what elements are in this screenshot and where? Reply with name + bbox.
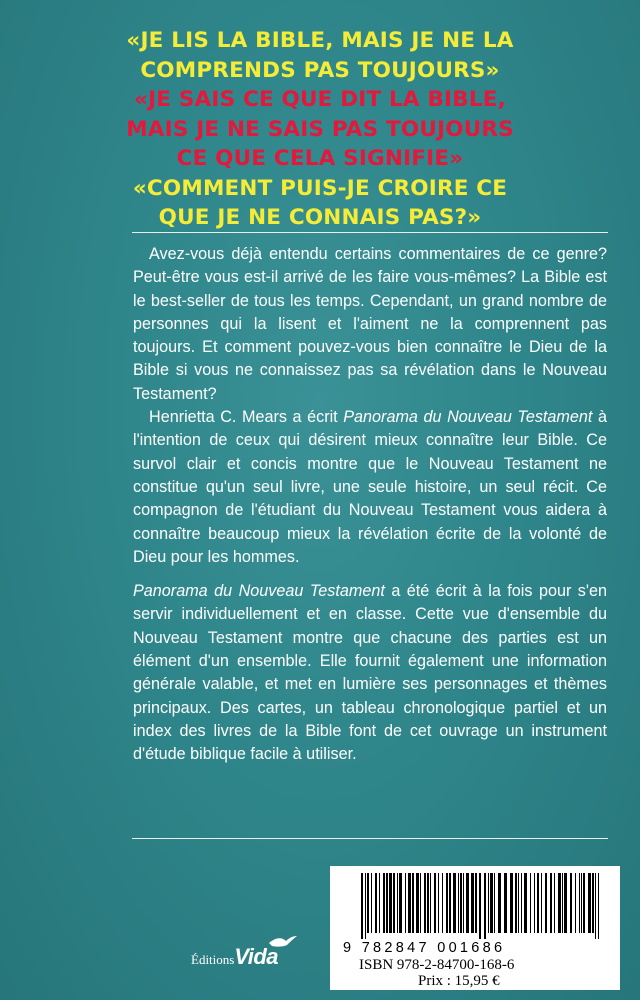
barcode-bar [430,873,431,933]
barcode-bar [458,873,459,933]
barcode-bar [471,873,474,933]
barcode-bar [530,873,531,933]
quote-1-line-1: «JE LIS LA BIBLE, MAIS JE NE LA [126,28,514,53]
barcode-bar [541,873,542,933]
barcode-bar [389,873,392,933]
barcode-bar [550,873,552,933]
paragraph-2 [133,406,607,569]
barcode-bar [564,873,567,933]
barcode-bar [575,873,576,933]
barcode-bar [494,873,495,933]
barcode-bar [427,873,429,933]
quote-2-line-2: MAIS JE NE SAIS PAS TOUJOURS [126,116,514,142]
quote-1 [0,26,640,85]
barcode-bar [466,873,469,933]
publisher-name: Vida [234,944,278,969]
barcode-bar [438,873,439,933]
barcode-bar [490,873,493,933]
quote-2-line-3: CE QUE CELA SIGNIFIE» [176,146,464,171]
barcode-bar [475,873,477,933]
barcode-bar [412,873,414,933]
barcode-bar [405,873,406,933]
barcode-bar [579,873,580,933]
barcode-label [330,866,620,990]
barcode-bar [383,873,385,933]
barcode-bar [558,873,561,933]
barcode-bar [424,873,426,933]
barcode-bar [446,873,448,933]
barcode-bar [570,873,572,933]
bottom-divider [132,838,608,839]
barcode-bar [545,873,547,933]
back-cover-description [133,243,607,767]
isbn: ISBN 978-2-84700-168-6 [359,957,515,973]
barcode-bar [595,873,596,939]
book-title: Panorama du Nouveau Testament [343,408,593,427]
barcode-number: 9 782847 001686 [343,940,506,956]
barcode-bar [562,873,563,933]
barcode-bar [581,873,582,933]
barcode-bar [420,873,421,933]
barcode-bar [416,873,419,933]
barcode-bar [534,873,535,933]
barcode-bar [408,873,411,933]
book-title: Panorama du Nouveau Testament [133,582,385,601]
paragraph-3 [133,580,607,766]
paragraph-2-intro: Henrietta C. Mears a écrit [149,408,344,427]
barcode-bar [537,873,539,933]
barcode-bar [399,873,402,933]
top-divider [132,232,608,233]
quote-2 [0,85,640,174]
paragraph-2-rest: à l'intention de ceux qui désirent mieux connaître leur Bible. Ce survol clair et concis montre que le Nouveau Testament ne constitue qu'un seul livre, une seule histoire, un seul récit. Ce compagnon de l'étudiant du Nouveau Testament vous aidera à connaître beaucoup mieux la révélation écrite de la volonté de Dieu pour les hommes. [133,408,607,566]
barcode-bar [583,873,585,933]
barcode-bar [521,873,522,933]
barcode-bar [504,873,507,933]
barcode-bar [397,873,398,933]
paragraph-1: Avez-vous déjà entendu certains commentaires de ce genre? Peut-être vous est-il arrivé de les faire vous-mêmes? La Bible est le best-seller de tous les temps. Cependant, un grand nombre de personnes qui la lisent et l'aiment ne la comprennent pas toujours. Et comment pouvez-vous bien connaître le Dieu de la Bible si vous ne connaissez pas sa révélation dans le Nouveau Testament? [133,245,607,403]
barcode-bar [361,873,363,939]
barcode-bar [518,873,519,933]
barcode-bar [453,873,456,933]
barcode-bar [484,873,486,939]
barcode-bar [379,873,380,933]
barcode-bar [386,873,388,933]
barcode-bar [367,873,369,933]
barcode-bar [442,873,443,933]
price: Prix : 15,95 € [418,973,500,989]
barcode-bar [375,873,377,933]
paragraph-3-rest: a été écrit à la fois pour s'en servir individuellement et en classe. Cette vue d'ensemble du Nouveau Testament montre que chacune des parties est un élément d'un ensemble. Elle fournit également une information générale valable, et met en lumière ses personnages et thèmes principaux. Des cartes, un tableau chronologique partiel et un index des livres de la Bible font de cet ouvrage un instrument d'étude biblique facile à utiliser. [133,582,607,764]
barcode-bar [515,873,517,933]
barcode-bar [393,873,395,933]
barcode-bar [463,873,464,933]
barcode [361,873,601,939]
barcode-bar [510,873,513,933]
barcode-bar [524,873,527,933]
barcode-bar [598,873,599,939]
quote-3-line-1: «COMMENT PUIS-JE CROIRE CE [132,175,508,201]
barcode-bar [588,873,591,933]
barcode-bar [460,873,462,933]
barcode-bar [365,873,366,939]
barcode-bar [449,873,451,933]
quote-3-line-2: QUE JE NE CONNAIS PAS?» [158,205,482,230]
quote-1-line-2: COMPRENDS PAS TOUJOURS» [140,57,500,83]
quote-3 [0,174,640,233]
barcode-bar [498,873,501,933]
quote-2-line-1: «JE SAIS CE QUE DIT LA BIBLE, [134,87,506,112]
publisher-prefix: Éditions [191,952,235,967]
barcode-bar [434,873,436,933]
barcode-bar [488,873,489,933]
cover-quotes [0,26,640,233]
barcode-bar [479,873,481,939]
barcode-bar [554,873,555,933]
barcode-bar [592,873,594,933]
barcode-bar [371,873,372,933]
publisher-logo [191,944,278,970]
